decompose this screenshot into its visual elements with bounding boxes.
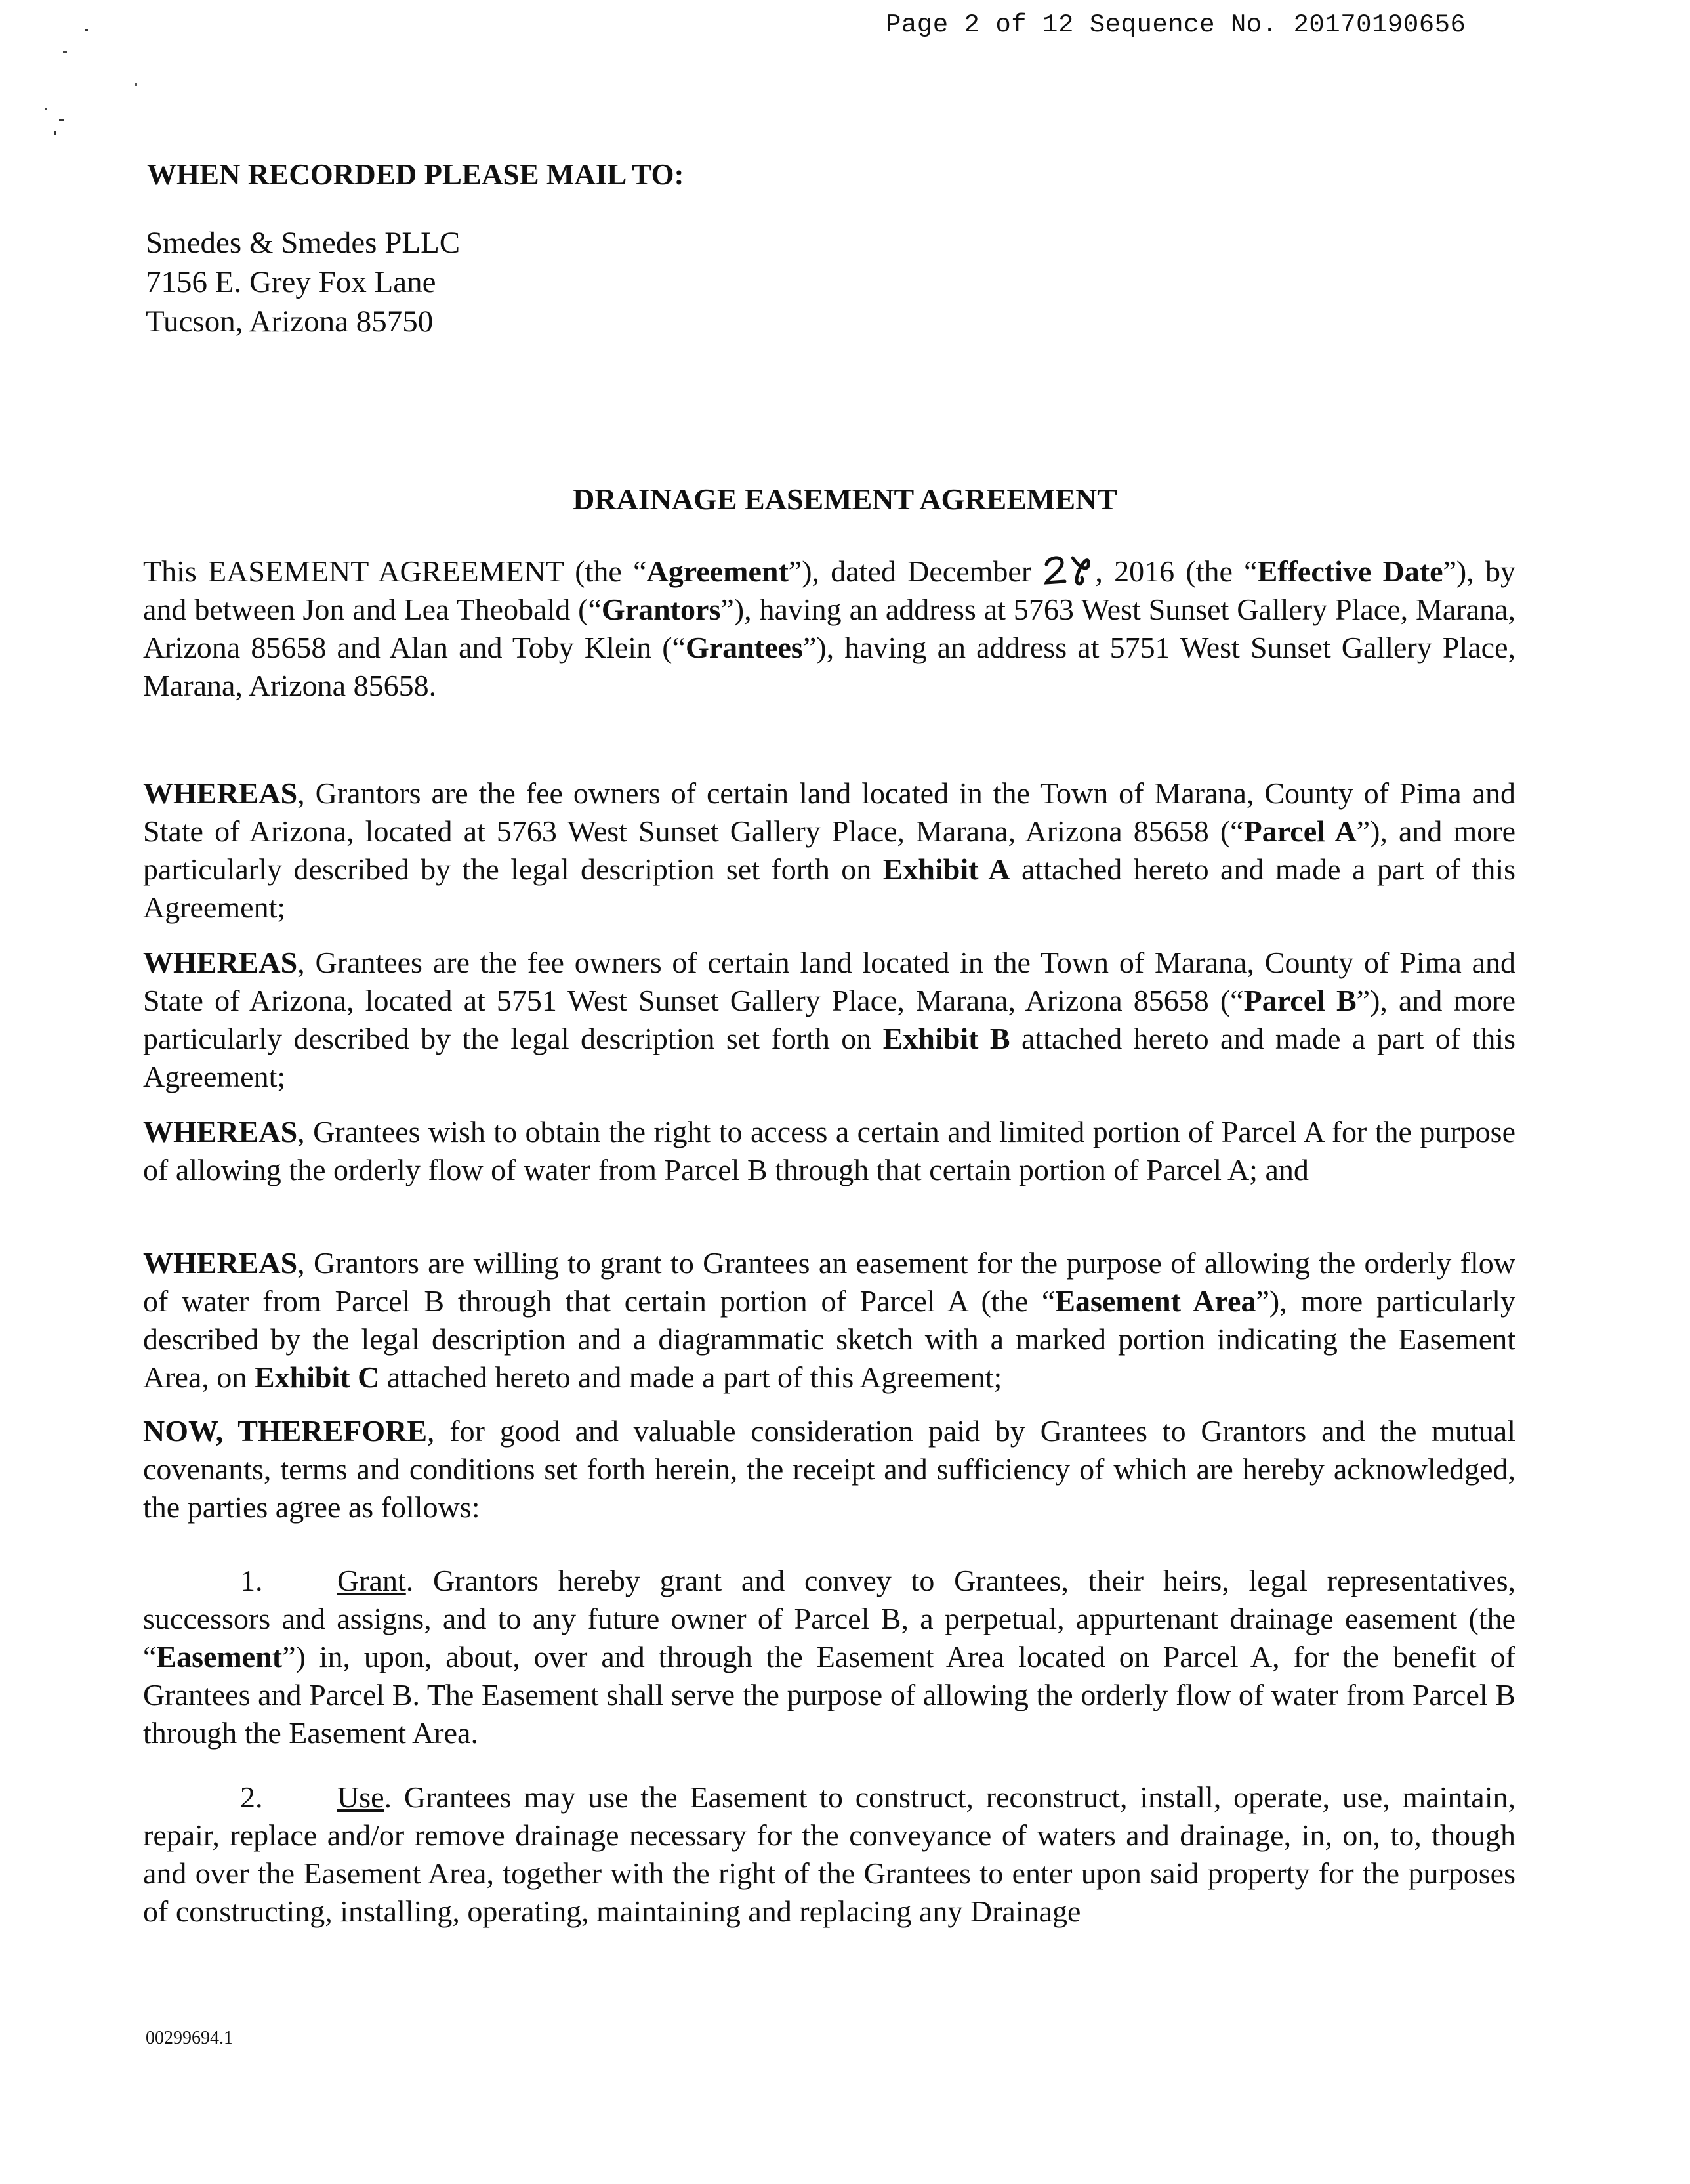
- defined-term-effective-date: Effective Date: [1257, 555, 1443, 588]
- whereas-text: ”), and more particularly described by the legal description set forth on: [143, 984, 1516, 1055]
- page-sequence-stamp: Page 2 of 12 Sequence No. 20170190656: [886, 10, 1466, 39]
- intro-text: , 2016 (the “: [1095, 555, 1258, 588]
- document-id-footer: 00299694.1: [146, 2028, 233, 2048]
- whereas-text: attached hereto and made a part of this Agreement;: [143, 852, 1515, 924]
- exhibit-a-ref: Exhibit A: [882, 852, 1010, 886]
- intro-paragraph: [143, 551, 1515, 705]
- whereas-text: , Grantors are the fee owners of certain land located in the Town of Marana, County of Pima and State of Arizona, located at 5763 West Sunset Gallery Place, Marana, Arizona 85658 (“: [143, 776, 1515, 848]
- intro-text: This EASEMENT AGREEMENT (the “: [143, 555, 647, 588]
- intro-text: ”), by and between Jon and Lea Theobald (“: [143, 555, 1515, 626]
- whereas-lead: WHEREAS: [143, 1115, 298, 1148]
- whereas-paragraph-3: [143, 1113, 1515, 1189]
- scan-specks: [39, 20, 144, 151]
- whereas-lead: WHEREAS: [143, 1246, 298, 1280]
- now-therefore-lead: NOW, THEREFORE: [143, 1414, 428, 1448]
- defined-term-agreement: Agreement: [646, 555, 789, 588]
- defined-term-grantees: Grantees: [685, 631, 803, 664]
- address-line-city: Tucson, Arizona 85750: [146, 304, 434, 339]
- whereas-paragraph-4: [143, 1244, 1515, 1396]
- intro-text: ”), having an address at 5763 West Sunset Gallery Place, Marana, Arizona 85658 and Alan and Toby Klein (“: [143, 593, 1516, 664]
- section-number: 1.: [240, 1564, 263, 1597]
- exhibit-c-ref: Exhibit C: [254, 1360, 380, 1394]
- now-therefore-text: , for good and valuable consideration paid by Grantees to Grantors and the mutual covenants, terms and conditions set forth herein, the receipt and sufficiency of which are hereby acknowledged, the parties agree as follows:: [143, 1414, 1515, 1524]
- now-therefore-paragraph: [143, 1412, 1515, 1526]
- section-heading-use: Use: [337, 1780, 384, 1814]
- section-number: 2.: [240, 1780, 263, 1814]
- defined-term-parcel-b: Parcel B: [1243, 984, 1357, 1017]
- defined-term-parcel-a: Parcel A: [1243, 814, 1357, 848]
- address-line-firm: Smedes & Smedes PLLC: [146, 226, 461, 260]
- handwritten-day: [1042, 551, 1095, 587]
- return-address: [146, 223, 460, 341]
- section-1-grant: [143, 1562, 1515, 1752]
- defined-term-easement: Easement: [156, 1640, 283, 1673]
- whereas-paragraph-2: [143, 944, 1515, 1096]
- intro-text: ”), having an address at 5751 West Sunset Gallery Place, Marana, Arizona 85658.: [143, 631, 1516, 702]
- whereas-text: , Grantors are willing to grant to Grantees an easement for the purpose of allowing the orderly flow of water from Parcel B through that certain portion of Parcel A (the “: [143, 1246, 1515, 1318]
- whereas-lead: WHEREAS: [143, 946, 298, 979]
- whereas-text: attached hereto and made a part of this Agreement;: [143, 1022, 1515, 1093]
- mail-to-heading: WHEN RECORDED PLEASE MAIL TO:: [147, 158, 684, 191]
- address-line-street: 7156 E. Grey Fox Lane: [146, 265, 436, 299]
- defined-term-easement-area: Easement Area: [1055, 1284, 1256, 1318]
- exhibit-b-ref: Exhibit B: [882, 1022, 1010, 1055]
- section-text: . Grantees may use the Easement to construct, reconstruct, install, operate, use, maintain, repair, replace and/or remove drainage necessary for the conveyance of waters and drainage, in, on, to, though and over the Easement Area, together with the right of the Grantees to enter upon said property for the purposes of constructing, installing, operating, maintaining and replacing any Drainage: [143, 1780, 1515, 1928]
- section-text: . Grantors hereby grant and convey to Grantees, their heirs, legal representatives, successors and assigns, and to any future owner of Parcel B, a perpetual, appurtenant drainage easement (the “: [143, 1564, 1515, 1673]
- document-title: DRAINAGE EASEMENT AGREEMENT: [573, 482, 1117, 516]
- whereas-text: attached hereto and made a part of this Agreement;: [379, 1360, 1002, 1394]
- whereas-text: ”), and more particularly described by the legal description set forth on: [143, 814, 1516, 886]
- whereas-text: , Grantees are the fee owners of certain land located in the Town of Marana, County of Pima and State of Arizona, located at 5751 West Sunset Gallery Place, Marana, Arizona 85658 (“: [143, 946, 1515, 1017]
- defined-term-grantors: Grantors: [601, 593, 721, 626]
- section-heading-grant: Grant: [337, 1564, 406, 1597]
- whereas-paragraph-1: [143, 774, 1515, 927]
- section-2-use: [143, 1778, 1515, 1931]
- section-text: ”) in, upon, about, over and through the Easement Area located on Parcel A, for the benefit of Grantees and Parcel B. The Easement shall serve the purpose of allowing the orderly flow of water from Parcel B through the Easement Area.: [143, 1640, 1515, 1750]
- whereas-text: , Grantees wish to obtain the right to access a certain and limited portion of Parcel A for the purpose of allowing the orderly flow of water from Parcel B through that certain portion of Parcel A; and: [143, 1115, 1515, 1186]
- intro-text: ”), dated December: [788, 555, 1043, 588]
- whereas-text: ”), more particularly described by the legal description and a diagrammatic sketch with a marked portion indicating the Easement Area, on: [143, 1284, 1515, 1394]
- whereas-lead: WHEREAS: [143, 776, 298, 810]
